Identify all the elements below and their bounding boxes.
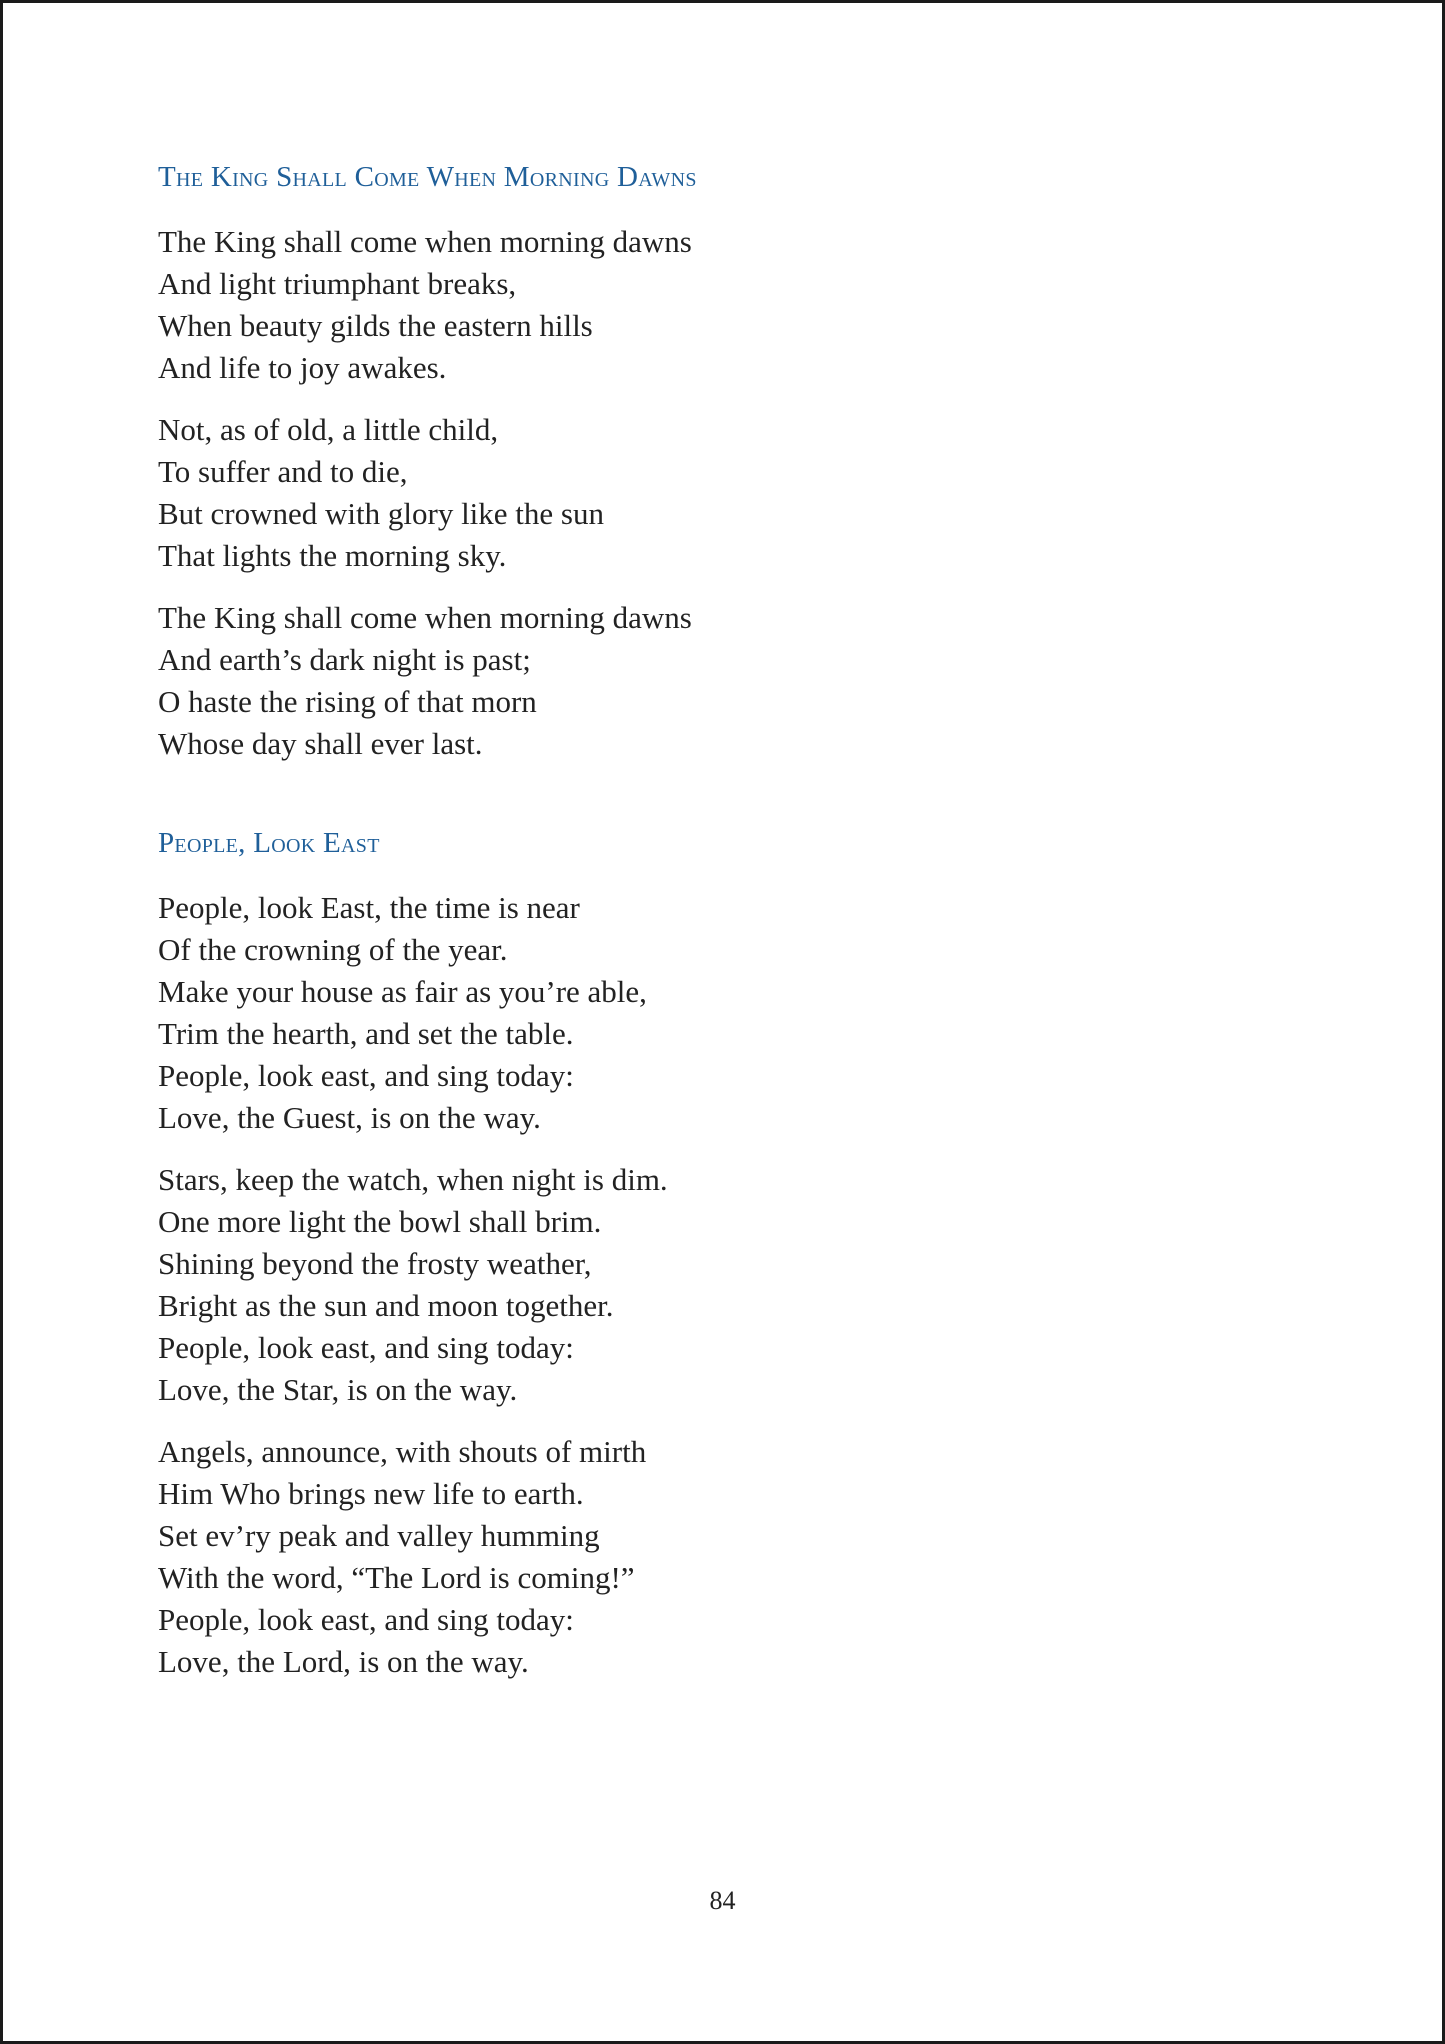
- stanza: [158, 1431, 1308, 1683]
- poem-line: Stars, keep the watch, when night is dim.: [158, 1162, 668, 1197]
- poem-line: Shining beyond the frosty weather,: [158, 1246, 592, 1281]
- poem-line: Bright as the sun and moon together.: [158, 1288, 614, 1323]
- poem-line: And earth’s dark night is past;: [158, 642, 531, 677]
- poem-line: And light triumphant breaks,: [158, 266, 517, 301]
- poem-line: Him Who brings new life to earth.: [158, 1476, 584, 1511]
- poem-line: Not, as of old, a little child,: [158, 412, 499, 447]
- poem-line: Set ev’ry peak and valley humming: [158, 1518, 600, 1553]
- poem-line: With the word, “The Lord is coming!”: [158, 1560, 635, 1595]
- stanza: [158, 409, 1308, 577]
- stanza: [158, 887, 1308, 1139]
- poem-line: Trim the hearth, and set the table.: [158, 1016, 574, 1051]
- poem-line: And life to joy awakes.: [158, 350, 447, 385]
- poem-line: Of the crowning of the year.: [158, 932, 508, 967]
- poem-king-shall-come: [158, 155, 1308, 785]
- poem-title: The King Shall Come When Morning Dawns: [158, 161, 697, 193]
- poem-line: Love, the Star, is on the way.: [158, 1372, 518, 1407]
- poem-line: People, look east, and sing today:: [158, 1602, 574, 1637]
- poem-line: That lights the morning sky.: [158, 538, 507, 573]
- poem-line: Love, the Lord, is on the way.: [158, 1644, 529, 1679]
- poem-line: When beauty gilds the eastern hills: [158, 308, 593, 343]
- poem-line: Angels, announce, with shouts of mirth: [158, 1434, 647, 1469]
- poem-line: Whose day shall ever last.: [158, 726, 483, 761]
- poem-line: Love, the Guest, is on the way.: [158, 1100, 541, 1135]
- poem-line: One more light the bowl shall brim.: [158, 1204, 602, 1239]
- stanza: [158, 221, 1308, 389]
- poem-line: People, look East, the time is near: [158, 890, 580, 925]
- stanza: [158, 1159, 1308, 1411]
- poem-line: To suffer and to die,: [158, 454, 408, 489]
- poem-line: People, look east, and sing today:: [158, 1058, 574, 1093]
- page-number: 84: [709, 1886, 736, 1915]
- poem-line: But crowned with glory like the sun: [158, 496, 604, 531]
- stanza: [158, 597, 1308, 765]
- poem-title: People, Look East: [158, 827, 380, 859]
- poem-line: The King shall come when morning dawns: [158, 600, 692, 635]
- poem-line: People, look east, and sing today:: [158, 1330, 574, 1365]
- poem-line: O haste the rising of that morn: [158, 684, 537, 719]
- poem-line: Make your house as fair as you’re able,: [158, 974, 647, 1009]
- poem-line: The King shall come when morning dawns: [158, 224, 692, 259]
- poem-people-look-east: [158, 821, 1308, 1703]
